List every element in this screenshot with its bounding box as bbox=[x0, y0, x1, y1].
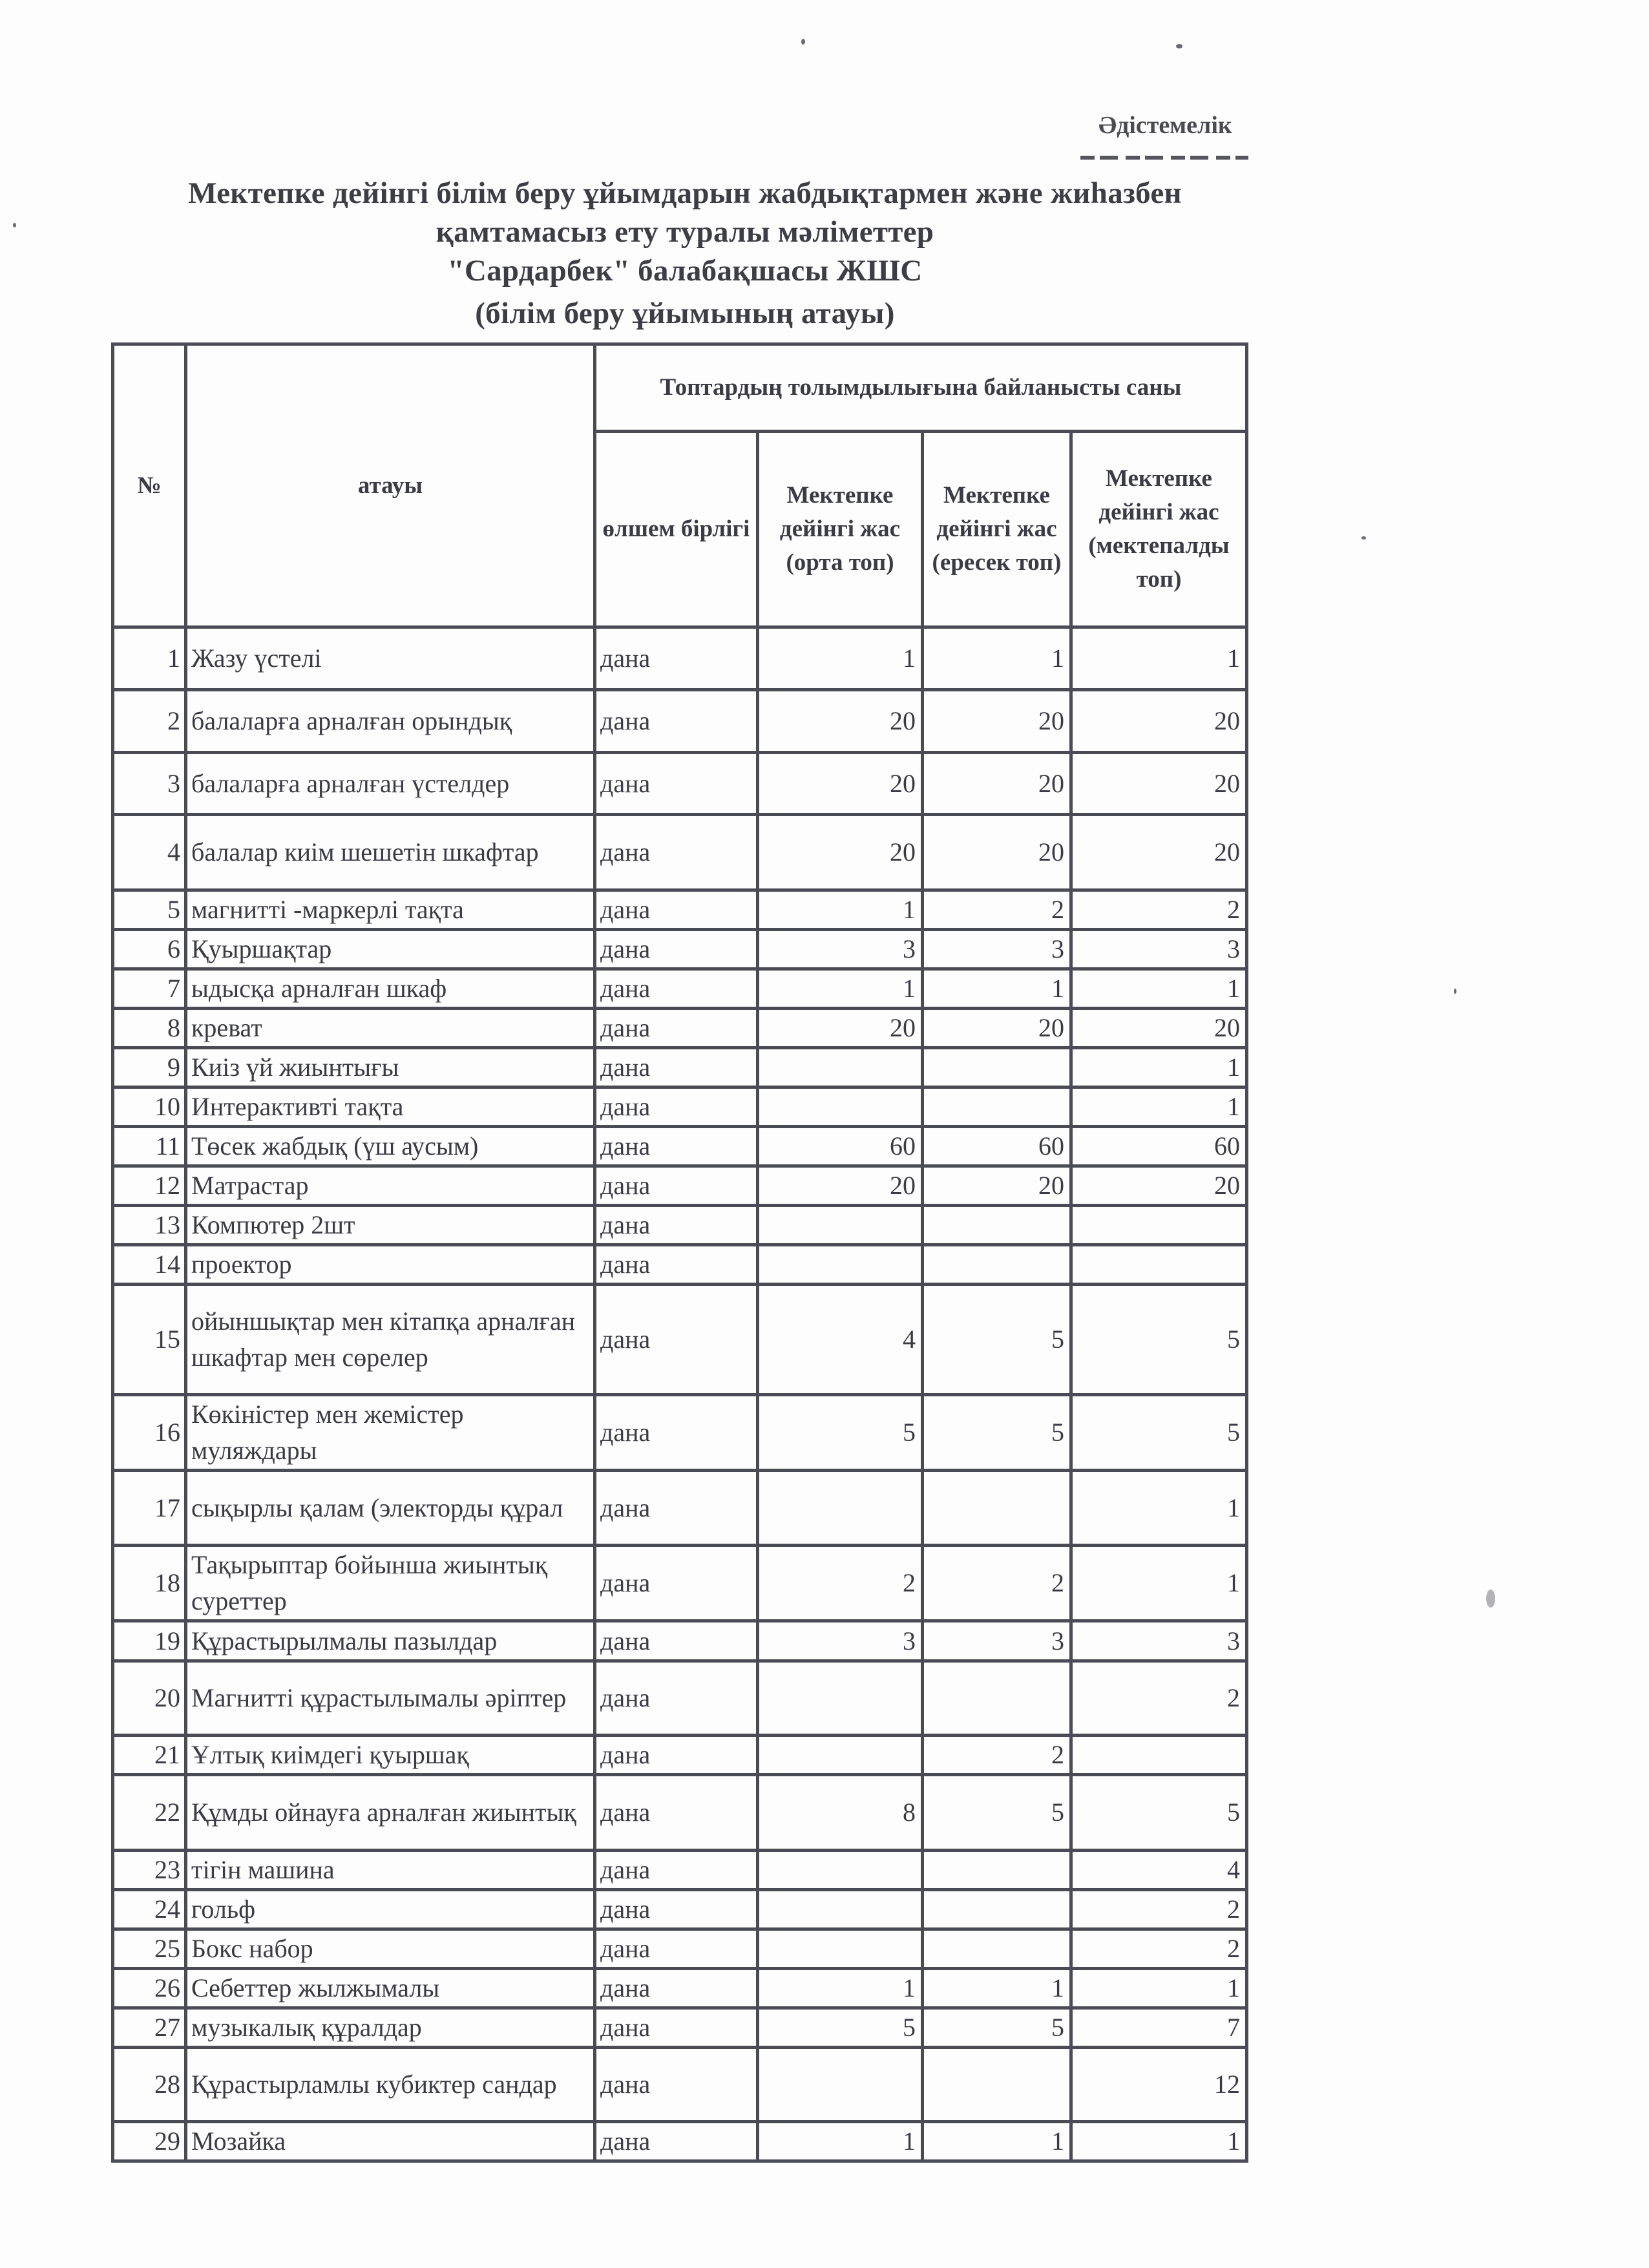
preschool-group-qty: 60 bbox=[1071, 1127, 1247, 1166]
item-name: балаларға арналған үстелдер bbox=[186, 753, 595, 815]
scan-speck bbox=[801, 39, 805, 45]
table-row bbox=[113, 1009, 1247, 1048]
preschool-group-qty bbox=[1071, 1245, 1247, 1285]
senior-group-qty bbox=[923, 1048, 1071, 1087]
table-row bbox=[113, 1775, 1247, 1851]
middle-group-qty: 20 bbox=[758, 1166, 923, 1206]
row-number: 5 bbox=[113, 890, 186, 930]
unit: дана bbox=[595, 1285, 758, 1395]
senior-group-qty bbox=[923, 1851, 1071, 1890]
row-number: 25 bbox=[113, 1929, 186, 1969]
row-number: 4 bbox=[113, 815, 186, 890]
senior-group-qty: 5 bbox=[923, 1775, 1071, 1851]
item-name: Жазу үстелі bbox=[186, 627, 595, 690]
middle-group-qty: 20 bbox=[758, 690, 923, 753]
preschool-group-qty: 20 bbox=[1071, 690, 1247, 753]
row-number: 8 bbox=[113, 1009, 186, 1048]
unit: дана bbox=[595, 1471, 758, 1546]
row-number: 13 bbox=[113, 1206, 186, 1245]
senior-group-qty: 1 bbox=[923, 2122, 1071, 2161]
row-number: 2 bbox=[113, 690, 186, 753]
item-name: ыдысқа арналған шкаф bbox=[186, 969, 595, 1009]
unit: дана bbox=[595, 1929, 758, 1969]
item-name: Құмды ойнауға арналған жиынтық bbox=[186, 1775, 595, 1851]
unit: дана bbox=[595, 1087, 758, 1127]
middle-group-qty bbox=[758, 1048, 923, 1087]
unit: дана bbox=[595, 890, 758, 930]
header-unit: өлшем бірлігі bbox=[595, 432, 758, 627]
senior-group-qty: 20 bbox=[923, 753, 1071, 815]
middle-group-qty bbox=[758, 1736, 923, 1775]
row-number: 16 bbox=[113, 1395, 186, 1471]
table-row bbox=[113, 1546, 1247, 1621]
unit: дана bbox=[595, 815, 758, 890]
item-name: Құрастырламлы кубиктер сандар bbox=[186, 2048, 595, 2122]
middle-group-qty: 1 bbox=[758, 1969, 923, 2008]
organization-name-caption: (білім беру ұйымының атауы) bbox=[475, 297, 895, 330]
table-row bbox=[113, 2048, 1247, 2122]
senior-group-qty: 20 bbox=[923, 1009, 1071, 1048]
item-name: Мозайка bbox=[186, 2122, 595, 2161]
unit: дана bbox=[595, 1890, 758, 1929]
table-row bbox=[113, 1851, 1247, 1890]
item-name: гольф bbox=[186, 1890, 595, 1929]
preschool-group-qty: 2 bbox=[1071, 1890, 1247, 1929]
table-row bbox=[113, 2008, 1247, 2048]
table-row bbox=[113, 969, 1247, 1009]
senior-group-qty: 1 bbox=[923, 969, 1071, 1009]
middle-group-qty bbox=[758, 1206, 923, 1245]
preschool-group-qty bbox=[1071, 1206, 1247, 1245]
item-name: Бокс набор bbox=[186, 1929, 595, 1969]
table-row bbox=[113, 1206, 1247, 1245]
preschool-group-qty: 1 bbox=[1071, 1969, 1247, 2008]
senior-group-qty: 5 bbox=[923, 2008, 1071, 2048]
preschool-group-qty: 5 bbox=[1071, 1775, 1247, 1851]
unit: дана bbox=[595, 627, 758, 690]
unit: дана bbox=[595, 1621, 758, 1661]
header-number: № bbox=[113, 344, 186, 627]
row-number: 27 bbox=[113, 2008, 186, 2048]
senior-group-qty: 3 bbox=[923, 1621, 1071, 1661]
unit: дана bbox=[595, 1127, 758, 1166]
middle-group-qty bbox=[758, 1890, 923, 1929]
middle-group-qty: 60 bbox=[758, 1127, 923, 1166]
middle-group-qty bbox=[758, 1851, 923, 1890]
cut-off-text-line bbox=[1080, 154, 1248, 160]
row-number: 24 bbox=[113, 1890, 186, 1929]
senior-group-qty: 5 bbox=[923, 1285, 1071, 1395]
table-row bbox=[113, 2122, 1247, 2161]
item-name: Компютер 2шт bbox=[186, 1206, 595, 1245]
item-name: ойыншықтар мен кітапқа арналған шкафтар мен сөрелер bbox=[186, 1285, 595, 1395]
item-name: Көкіністер мен жемістер муляждары bbox=[186, 1395, 595, 1471]
item-name: балаларға арналған орындық bbox=[186, 690, 595, 753]
table-row bbox=[113, 890, 1247, 930]
preschool-group-qty: 1 bbox=[1071, 2122, 1247, 2161]
table-row bbox=[113, 1736, 1247, 1775]
preschool-group-qty: 20 bbox=[1071, 1009, 1247, 1048]
table-row bbox=[113, 627, 1247, 690]
preschool-group-qty: 12 bbox=[1071, 2048, 1247, 2122]
unit: дана bbox=[595, 1851, 758, 1890]
unit: дана bbox=[595, 2122, 758, 2161]
table-row bbox=[113, 1395, 1247, 1471]
unit: дана bbox=[595, 1969, 758, 2008]
senior-group-qty bbox=[923, 1929, 1071, 1969]
preschool-group-qty: 3 bbox=[1071, 1621, 1247, 1661]
senior-group-qty: 20 bbox=[923, 815, 1071, 890]
row-number: 9 bbox=[113, 1048, 186, 1087]
row-number: 14 bbox=[113, 1245, 186, 1285]
unit: дана bbox=[595, 753, 758, 815]
preschool-group-qty: 7 bbox=[1071, 2008, 1247, 2048]
table-row bbox=[113, 753, 1247, 815]
row-number: 3 bbox=[113, 753, 186, 815]
middle-group-qty: 20 bbox=[758, 1009, 923, 1048]
scan-speck bbox=[1486, 1590, 1495, 1608]
middle-group-qty bbox=[758, 1245, 923, 1285]
equipment-table bbox=[111, 342, 1248, 2163]
item-name: сықырлы қалам (электорды құрал bbox=[186, 1471, 595, 1546]
table-row bbox=[113, 1285, 1247, 1395]
senior-group-qty: 60 bbox=[923, 1127, 1071, 1166]
table-row bbox=[113, 690, 1247, 753]
row-number: 26 bbox=[113, 1969, 186, 2008]
item-name: креват bbox=[186, 1009, 595, 1048]
item-name: Матрастар bbox=[186, 1166, 595, 1206]
unit: дана bbox=[595, 1395, 758, 1471]
unit: дана bbox=[595, 1009, 758, 1048]
middle-group-qty: 2 bbox=[758, 1546, 923, 1621]
table-row bbox=[113, 1890, 1247, 1929]
senior-group-qty: 20 bbox=[923, 1166, 1071, 1206]
preschool-group-qty: 1 bbox=[1071, 1048, 1247, 1087]
preschool-group-qty: 2 bbox=[1071, 1661, 1247, 1736]
middle-group-qty bbox=[758, 1087, 923, 1127]
middle-group-qty: 20 bbox=[758, 815, 923, 890]
unit: дана bbox=[595, 690, 758, 753]
row-number: 28 bbox=[113, 2048, 186, 2122]
organization-name: "Сардарбек" балабақшасы ЖШС bbox=[447, 254, 923, 288]
row-number: 29 bbox=[113, 2122, 186, 2161]
row-number: 7 bbox=[113, 969, 186, 1009]
item-name: Төсек жабдық (үш аусым) bbox=[186, 1127, 595, 1166]
middle-group-qty: 4 bbox=[758, 1285, 923, 1395]
middle-group-qty: 5 bbox=[758, 1395, 923, 1471]
item-name: Қуыршақтар bbox=[186, 930, 595, 969]
row-number: 6 bbox=[113, 930, 186, 969]
table-row bbox=[113, 1471, 1247, 1546]
senior-group-qty bbox=[923, 1245, 1071, 1285]
senior-group-qty: 20 bbox=[923, 690, 1071, 753]
unit: дана bbox=[595, 930, 758, 969]
header-group-quantity: Топтардың толымдылығына байланысты саны bbox=[595, 344, 1247, 432]
preschool-group-qty: 5 bbox=[1071, 1285, 1247, 1395]
row-number: 17 bbox=[113, 1471, 186, 1546]
row-number: 12 bbox=[113, 1166, 186, 1206]
scan-speck bbox=[1361, 536, 1366, 540]
row-number: 21 bbox=[113, 1736, 186, 1775]
senior-group-qty: 1 bbox=[923, 1969, 1071, 2008]
preschool-group-qty: 20 bbox=[1071, 753, 1247, 815]
item-name: Интерактивті тақта bbox=[186, 1087, 595, 1127]
unit: дана bbox=[595, 1546, 758, 1621]
middle-group-qty bbox=[758, 2048, 923, 2122]
scan-speck bbox=[1454, 989, 1456, 994]
senior-group-qty: 2 bbox=[923, 890, 1071, 930]
middle-group-qty bbox=[758, 1929, 923, 1969]
scan-speck bbox=[13, 223, 16, 227]
item-name: проектор bbox=[186, 1245, 595, 1285]
item-name: магнитті -маркерлі тақта bbox=[186, 890, 595, 930]
item-name: Магнитті құрастылымалы әріптер bbox=[186, 1661, 595, 1736]
row-number: 15 bbox=[113, 1285, 186, 1395]
header-senior-group: Мектепке дейінгі жас (ересек топ) bbox=[923, 432, 1071, 627]
senior-group-qty: 2 bbox=[923, 1546, 1071, 1621]
item-name: Тақырыптар бойынша жиынтық суреттер bbox=[186, 1546, 595, 1621]
preschool-group-qty: 5 bbox=[1071, 1395, 1247, 1471]
senior-group-qty: 2 bbox=[923, 1736, 1071, 1775]
table-row bbox=[113, 1127, 1247, 1166]
preschool-group-qty: 1 bbox=[1071, 627, 1247, 690]
preschool-group-qty: 1 bbox=[1071, 1546, 1247, 1621]
preschool-group-qty: 1 bbox=[1071, 1471, 1247, 1546]
item-name: Ұлтық киімдегі қуыршақ bbox=[186, 1736, 595, 1775]
preschool-group-qty bbox=[1071, 1736, 1247, 1775]
row-number: 11 bbox=[113, 1127, 186, 1166]
scan-speck bbox=[1176, 44, 1182, 48]
unit: дана bbox=[595, 2048, 758, 2122]
middle-group-qty: 3 bbox=[758, 1621, 923, 1661]
unit: дана bbox=[595, 1736, 758, 1775]
item-name: Киіз үй жиынтығы bbox=[186, 1048, 595, 1087]
unit: дана bbox=[595, 1048, 758, 1087]
preschool-group-qty: 1 bbox=[1071, 1087, 1247, 1127]
middle-group-qty: 1 bbox=[758, 627, 923, 690]
preschool-group-qty: 3 bbox=[1071, 930, 1247, 969]
middle-group-qty: 8 bbox=[758, 1775, 923, 1851]
unit: дана bbox=[595, 969, 758, 1009]
item-name: музыкалық құралдар bbox=[186, 2008, 595, 2048]
preschool-group-qty: 1 bbox=[1071, 969, 1247, 1009]
middle-group-qty: 1 bbox=[758, 890, 923, 930]
item-name: Себеттер жылжымалы bbox=[186, 1969, 595, 2008]
senior-group-qty: 5 bbox=[923, 1395, 1071, 1471]
preschool-group-qty: 20 bbox=[1071, 815, 1247, 890]
middle-group-qty: 5 bbox=[758, 2008, 923, 2048]
unit: дана bbox=[595, 1166, 758, 1206]
table-row bbox=[113, 1245, 1247, 1285]
corner-note: Әдістемелік bbox=[1098, 112, 1232, 139]
header-name: атауы bbox=[186, 344, 595, 627]
row-number: 1 bbox=[113, 627, 186, 690]
table-row bbox=[113, 1621, 1247, 1661]
item-name: тігін машина bbox=[186, 1851, 595, 1890]
header-middle-group: Мектепке дейінгі жас (орта топ) bbox=[758, 432, 923, 627]
row-number: 18 bbox=[113, 1546, 186, 1621]
senior-group-qty: 3 bbox=[923, 930, 1071, 969]
unit: дана bbox=[595, 1245, 758, 1285]
row-number: 22 bbox=[113, 1775, 186, 1851]
middle-group-qty: 1 bbox=[758, 969, 923, 1009]
middle-group-qty: 20 bbox=[758, 753, 923, 815]
senior-group-qty bbox=[923, 1890, 1071, 1929]
senior-group-qty bbox=[923, 1087, 1071, 1127]
row-number: 10 bbox=[113, 1087, 186, 1127]
preschool-group-qty: 2 bbox=[1071, 1929, 1247, 1969]
table-row bbox=[113, 1929, 1247, 1969]
senior-group-qty bbox=[923, 1661, 1071, 1736]
table-row bbox=[113, 1661, 1247, 1736]
preschool-group-qty: 20 bbox=[1071, 1166, 1247, 1206]
senior-group-qty: 1 bbox=[923, 627, 1071, 690]
document-title-line-2: қамтамасыз ету туралы мәліметтер bbox=[436, 215, 934, 249]
unit: дана bbox=[595, 1775, 758, 1851]
middle-group-qty: 3 bbox=[758, 930, 923, 969]
table-row bbox=[113, 1166, 1247, 1206]
table-row bbox=[113, 1048, 1247, 1087]
item-name: балалар киім шешетін шкафтар bbox=[186, 815, 595, 890]
row-number: 20 bbox=[113, 1661, 186, 1736]
middle-group-qty bbox=[758, 1661, 923, 1736]
table-row bbox=[113, 1087, 1247, 1127]
table-row bbox=[113, 930, 1247, 969]
senior-group-qty bbox=[923, 1471, 1071, 1546]
senior-group-qty bbox=[923, 2048, 1071, 2122]
row-number: 19 bbox=[113, 1621, 186, 1661]
senior-group-qty bbox=[923, 1206, 1071, 1245]
unit: дана bbox=[595, 2008, 758, 2048]
header-preschool-group: Мектепке дейінгі жас (мектепалды топ) bbox=[1071, 432, 1247, 627]
middle-group-qty: 1 bbox=[758, 2122, 923, 2161]
row-number: 23 bbox=[113, 1851, 186, 1890]
document-title-line-1: Мектепке дейінгі білім беру ұйымдарын жабдықтармен және жиһазбен bbox=[188, 176, 1182, 210]
preschool-group-qty: 2 bbox=[1071, 890, 1247, 930]
preschool-group-qty: 4 bbox=[1071, 1851, 1247, 1890]
middle-group-qty bbox=[758, 1471, 923, 1546]
item-name: Құрастырылмалы пазылдар bbox=[186, 1621, 595, 1661]
table-row bbox=[113, 815, 1247, 890]
table-row bbox=[113, 1969, 1247, 2008]
unit: дана bbox=[595, 1206, 758, 1245]
unit: дана bbox=[595, 1661, 758, 1736]
